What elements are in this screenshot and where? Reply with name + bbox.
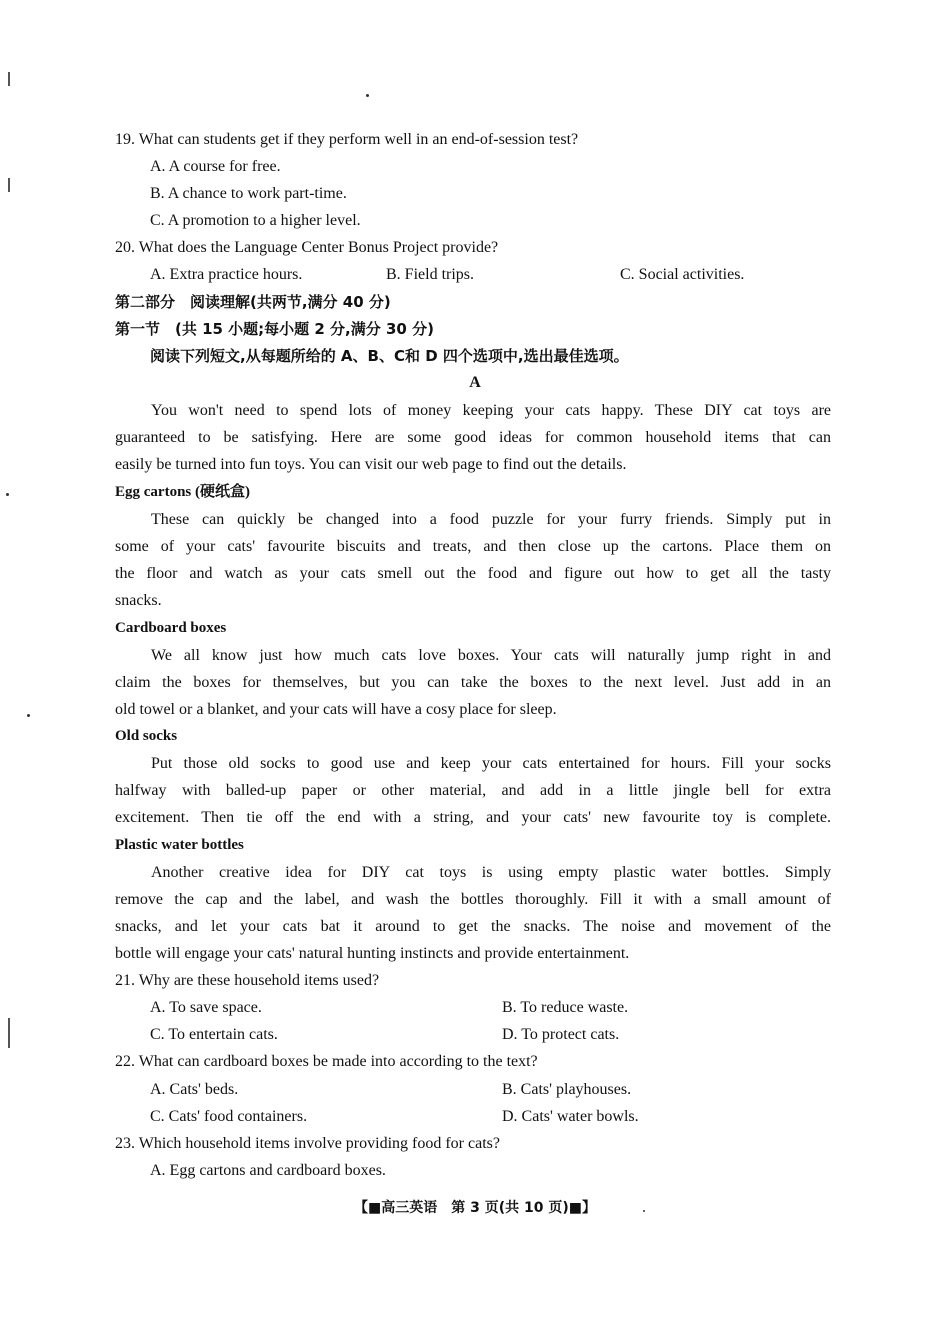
- passage-label: A: [469, 374, 481, 391]
- scan-dot: [27, 714, 30, 717]
- instruction: 阅读下列短文,从每题所给的 A、B、C和 D 四个选项中,选出最佳选项。: [150, 347, 629, 365]
- q19-option-c: C. A promotion to a higher level.: [150, 212, 361, 229]
- cardboard-boxes-heading: Cardboard boxes: [115, 620, 227, 636]
- egg-line: some of your cats' favourite biscuits and treats, and then close up the cartons. Place them on: [115, 538, 831, 555]
- socks-line: excitement. Then tie off the end with a string, and your cats' new favourite toy is complete.: [115, 809, 831, 826]
- old-socks-heading: Old socks: [115, 728, 178, 744]
- socks-line: Put those old socks to good use and keep your cats entertained for hours. Fill your socks: [151, 755, 831, 772]
- section-title: 第二部分 阅读理解(共两节,满分 40 分): [115, 293, 391, 311]
- scan-dot: [6, 493, 9, 496]
- q20-option-c: C. Social activities.: [620, 266, 745, 283]
- plastic-bottles-heading: Plastic water bottles: [115, 837, 244, 853]
- q21-option-b: B. To reduce waste.: [502, 999, 629, 1016]
- q21-option-a: A. To save space.: [150, 999, 262, 1016]
- scan-edge-mark: [8, 178, 10, 192]
- q21-stem: 21. Why are these household items used?: [115, 972, 380, 989]
- egg-line: snacks.: [115, 592, 162, 609]
- q19-option-a: A. A course for free.: [150, 158, 281, 175]
- bottles-line: bottle will engage your cats' natural hunting instincts and provide entertainment.: [115, 945, 630, 962]
- scan-edge-mark: [8, 1018, 10, 1048]
- egg-cartons-heading: Egg cartons (硬纸盒): [115, 484, 250, 500]
- q22-stem: 22. What can cardboard boxes be made into according to the text?: [115, 1053, 538, 1070]
- q21-option-d: D. To protect cats.: [502, 1026, 620, 1043]
- intro-line: guaranteed to be satisfying. Here are some good ideas for common household items that can: [115, 429, 831, 446]
- intro-line: You won't need to spend lots of money keeping your cats happy. These DIY cat toys are: [151, 402, 831, 419]
- box-line: We all know just how much cats love boxes. Your cats will naturally jump right in and: [151, 647, 831, 664]
- q23-option-a: A. Egg cartons and cardboard boxes.: [150, 1162, 386, 1179]
- q22-option-c: C. Cats' food containers.: [150, 1108, 308, 1125]
- intro-line: easily be turned into fun toys. You can visit our web page to find out the details.: [115, 456, 627, 473]
- box-line: old towel or a blanket, and your cats will have a cosy place for sleep.: [115, 701, 557, 718]
- bottles-line: snacks, and let your cats bat it around to get the snacks. The noise and movement of the: [115, 918, 831, 935]
- part-title: 第一节 (共 15 小题;每小题 2 分,满分 30 分): [115, 320, 434, 338]
- q20-option-a: A. Extra practice hours.: [150, 266, 303, 283]
- q22-option-a: A. Cats' beds.: [150, 1081, 239, 1098]
- q20-option-b: B. Field trips.: [386, 266, 475, 283]
- q22-option-b: B. Cats' playhouses.: [502, 1081, 632, 1098]
- scan-edge-mark: [8, 72, 10, 86]
- box-line: claim the boxes for themselves, but you can take the boxes to the next level. Just add in an: [115, 674, 831, 691]
- egg-line: These can quickly be changed into a food puzzle for your furry friends. Simply put in: [151, 511, 831, 528]
- q20-stem: 20. What does the Language Center Bonus Project provide?: [115, 239, 499, 256]
- q23-stem: 23. Which household items involve providing food for cats?: [115, 1135, 500, 1152]
- egg-line: the floor and watch as your cats smell out the food and figure out how to get all the tasty: [115, 565, 831, 582]
- scan-dot: [366, 94, 369, 97]
- bottles-line: Another creative idea for DIY cat toys is using empty plastic water bottles. Simply: [151, 864, 831, 881]
- socks-line: halfway with balled-up paper or other material, and add in a little jingle bell for extra: [115, 782, 831, 799]
- q22-option-d: D. Cats' water bowls.: [502, 1108, 639, 1125]
- page-footer: 【■高三英语 第 3 页(共 10 页)■】: [354, 1200, 596, 1216]
- q21-option-c: C. To entertain cats.: [150, 1026, 278, 1043]
- bottles-line: remove the cap and the label, and wash the bottles thoroughly. Fill it with a small amount of: [115, 891, 831, 908]
- q19-option-b: B. A chance to work part-time.: [150, 185, 347, 202]
- q19-stem: 19. What can students get if they perform well in an end-of-session test?: [115, 131, 579, 148]
